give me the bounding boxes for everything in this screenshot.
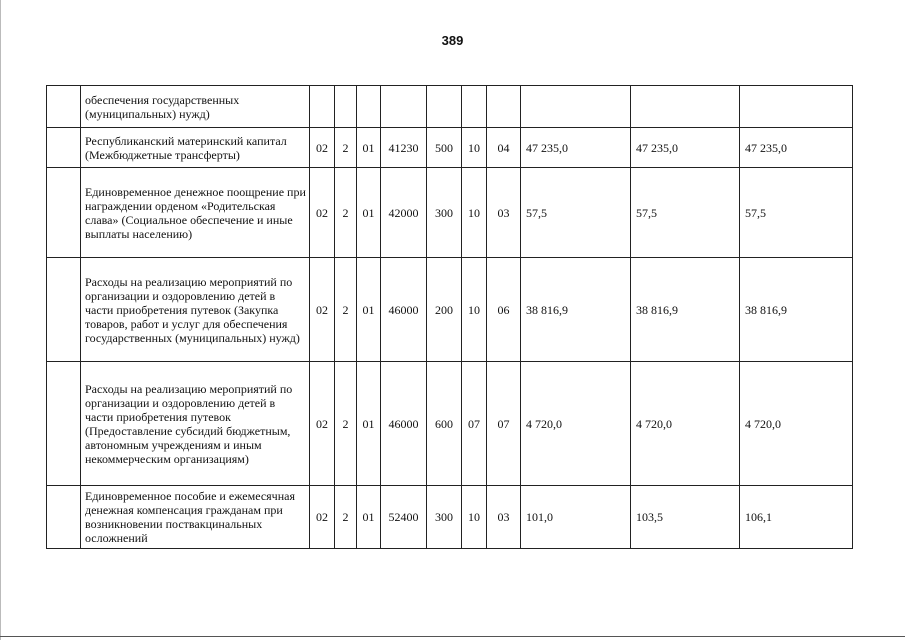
amount-year-2: 4 720,0	[631, 362, 740, 486]
code-vr	[427, 86, 462, 128]
amount-year-1: 101,0	[521, 486, 631, 549]
row-description: Республиканский материнский капитал (Межбюджетные трансферты)	[81, 128, 310, 168]
row-number-cell	[47, 362, 81, 486]
code-gp: 02	[310, 128, 335, 168]
amount-year-3: 57,5	[740, 168, 853, 258]
code-vr: 500	[427, 128, 462, 168]
scan-left-edge	[0, 0, 1, 640]
row-number-cell	[47, 486, 81, 549]
row-description: обеспечения государственных (муниципальных) нужд)	[81, 86, 310, 128]
row-number-cell	[47, 86, 81, 128]
code-napr: 46000	[381, 258, 427, 362]
row-description: Расходы на реализацию мероприятий по организации и оздоровлению детей в части приобретения путевок (Закупка товаров, работ и услуг для обеспечения государственных (муниципальных) нужд)	[81, 258, 310, 362]
table-row	[47, 168, 853, 258]
budget-table-body	[47, 86, 853, 549]
row-description: Единовременное пособие и ежемесячная денежная компенсация гражданам при возникновении поствакцинальных осложнений	[81, 486, 310, 549]
code-gp: 02	[310, 362, 335, 486]
table-row	[47, 86, 853, 128]
code-pr: 03	[487, 168, 521, 258]
code-pr: 04	[487, 128, 521, 168]
code-gp: 02	[310, 486, 335, 549]
budget-table	[46, 85, 853, 549]
code-pgp: 2	[335, 362, 357, 486]
code-pr: 03	[487, 486, 521, 549]
code-vr: 300	[427, 168, 462, 258]
amount-year-1: 57,5	[521, 168, 631, 258]
table-row	[47, 362, 853, 486]
amount-year-3	[740, 86, 853, 128]
code-osn: 01	[357, 362, 381, 486]
amount-year-2: 47 235,0	[631, 128, 740, 168]
row-number-cell	[47, 168, 81, 258]
row-number-cell	[47, 258, 81, 362]
code-rz: 10	[462, 486, 487, 549]
code-napr	[381, 86, 427, 128]
code-pgp: 2	[335, 128, 357, 168]
code-gp: 02	[310, 168, 335, 258]
code-pr: 06	[487, 258, 521, 362]
code-gp: 02	[310, 258, 335, 362]
code-pgp: 2	[335, 486, 357, 549]
page-number: 389	[441, 33, 464, 48]
amount-year-1: 38 816,9	[521, 258, 631, 362]
row-description: Расходы на реализацию мероприятий по организации и оздоровлению детей в части приобретения путевок (Предоставление субсидий бюджетным, автономным учреждениям и иным некоммерческим организациям)	[81, 362, 310, 486]
code-vr: 200	[427, 258, 462, 362]
amount-year-2: 38 816,9	[631, 258, 740, 362]
code-osn: 01	[357, 258, 381, 362]
code-napr: 52400	[381, 486, 427, 549]
code-pgp: 2	[335, 258, 357, 362]
table-row	[47, 486, 853, 549]
row-number-cell	[47, 128, 81, 168]
code-napr: 42000	[381, 168, 427, 258]
amount-year-3: 4 720,0	[740, 362, 853, 486]
amount-year-2: 57,5	[631, 168, 740, 258]
amount-year-3: 38 816,9	[740, 258, 853, 362]
code-rz: 10	[462, 258, 487, 362]
code-rz	[462, 86, 487, 128]
code-rz: 10	[462, 168, 487, 258]
code-pgp: 2	[335, 168, 357, 258]
amount-year-3: 106,1	[740, 486, 853, 549]
code-osn: 01	[357, 168, 381, 258]
amount-year-1	[521, 86, 631, 128]
code-osn	[357, 86, 381, 128]
amount-year-1: 4 720,0	[521, 362, 631, 486]
code-rz: 07	[462, 362, 487, 486]
code-vr: 600	[427, 362, 462, 486]
table-row	[47, 128, 853, 168]
code-osn: 01	[357, 486, 381, 549]
code-vr: 300	[427, 486, 462, 549]
amount-year-2: 103,5	[631, 486, 740, 549]
code-napr: 46000	[381, 362, 427, 486]
page-bottom-border	[0, 636, 905, 637]
code-pgp	[335, 86, 357, 128]
row-description: Единовременное денежное поощрение при награждении орденом «Родительская слава» (Социальное обеспечение и иные выплаты населению)	[81, 168, 310, 258]
amount-year-2	[631, 86, 740, 128]
code-rz: 10	[462, 128, 487, 168]
table-row	[47, 258, 853, 362]
code-osn: 01	[357, 128, 381, 168]
code-gp	[310, 86, 335, 128]
code-pr	[487, 86, 521, 128]
code-napr: 41230	[381, 128, 427, 168]
code-pr: 07	[487, 362, 521, 486]
amount-year-1: 47 235,0	[521, 128, 631, 168]
amount-year-3: 47 235,0	[740, 128, 853, 168]
